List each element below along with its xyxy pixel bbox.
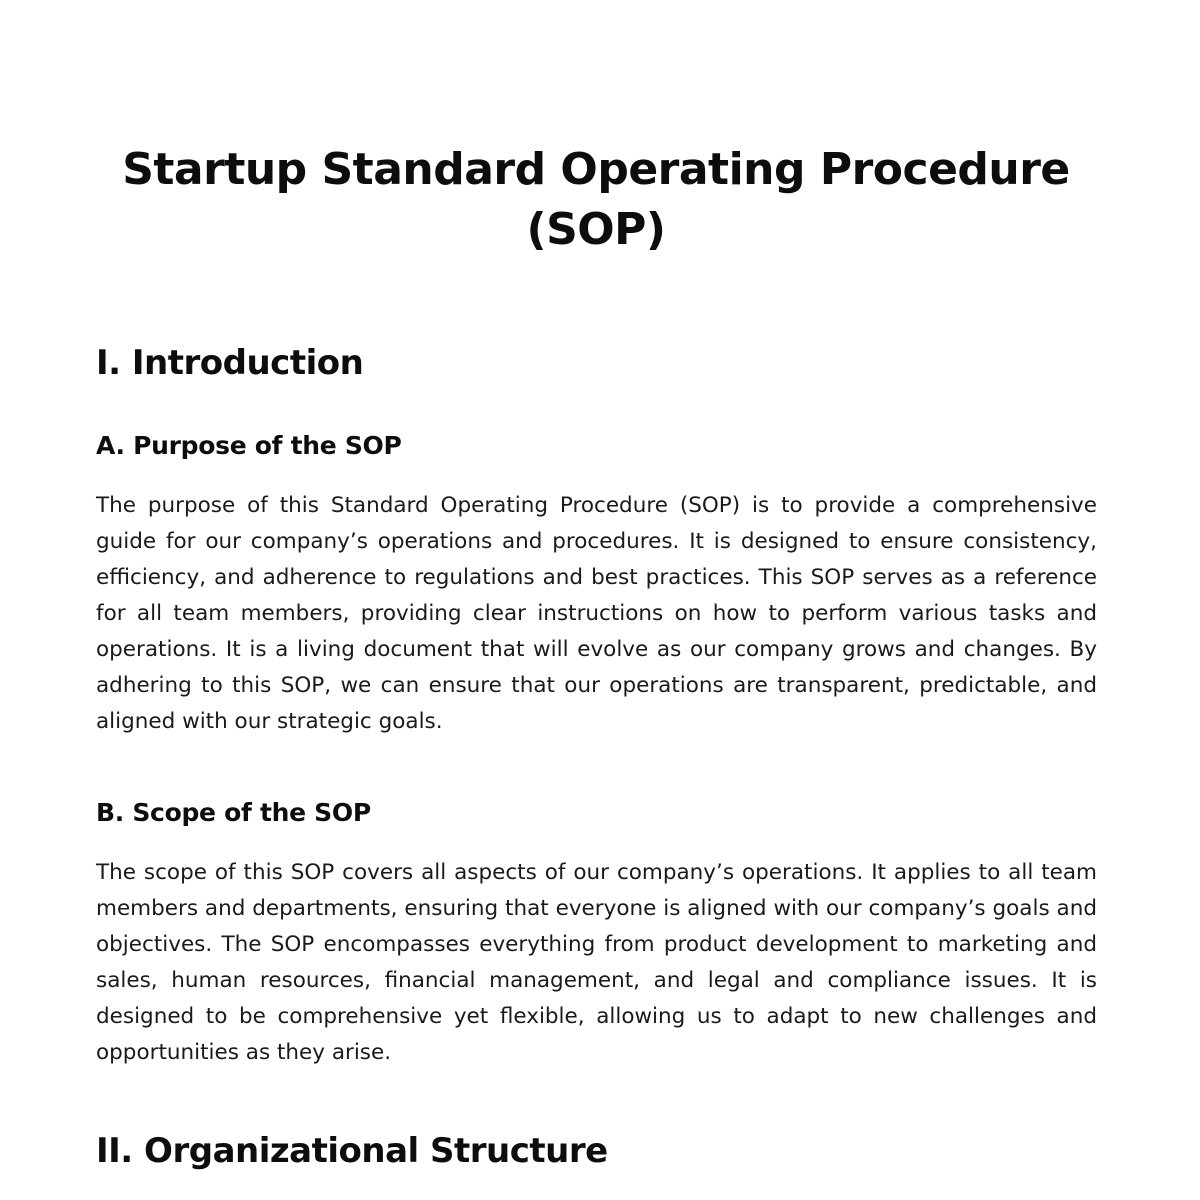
section-heading-organizational-structure: II. Organizational Structure (96, 1131, 608, 1171)
document-title: Startup Standard Operating Procedure (SOP) (122, 144, 1070, 255)
subsection-heading-scope: B. Scope of the SOP (96, 798, 371, 827)
scope-paragraph: The scope of this SOP covers all aspects of our company’s operations. It applies to all team members and departments, ensuring that everyone is aligned with our company’s goals and objectives. The SOP encompasses everything from product development to marketing and sales, human resources, financial management, and legal and compliance issues. It is designed to be comprehensive yet flexible, allowing us to adapt to new challenges and opportunities as they arise. (96, 860, 1097, 1065)
purpose-paragraph: The purpose of this Standard Operating Procedure (SOP) is to provide a comprehensive guide for our company’s operations and procedures. It is designed to ensure consistency, efficiency, and adherence to regulations and best practices. This SOP serves as a reference for all team members, providing clear instructions on how to perform various tasks and operations. It is a living document that will evolve as our company grows and changes. By adhering to this SOP, we can ensure that our operations are transparent, predictable, and aligned with our strategic goals. (96, 493, 1097, 734)
section-heading-introduction: I. Introduction (96, 343, 364, 383)
subsection-heading-purpose: A. Purpose of the SOP (96, 431, 402, 460)
